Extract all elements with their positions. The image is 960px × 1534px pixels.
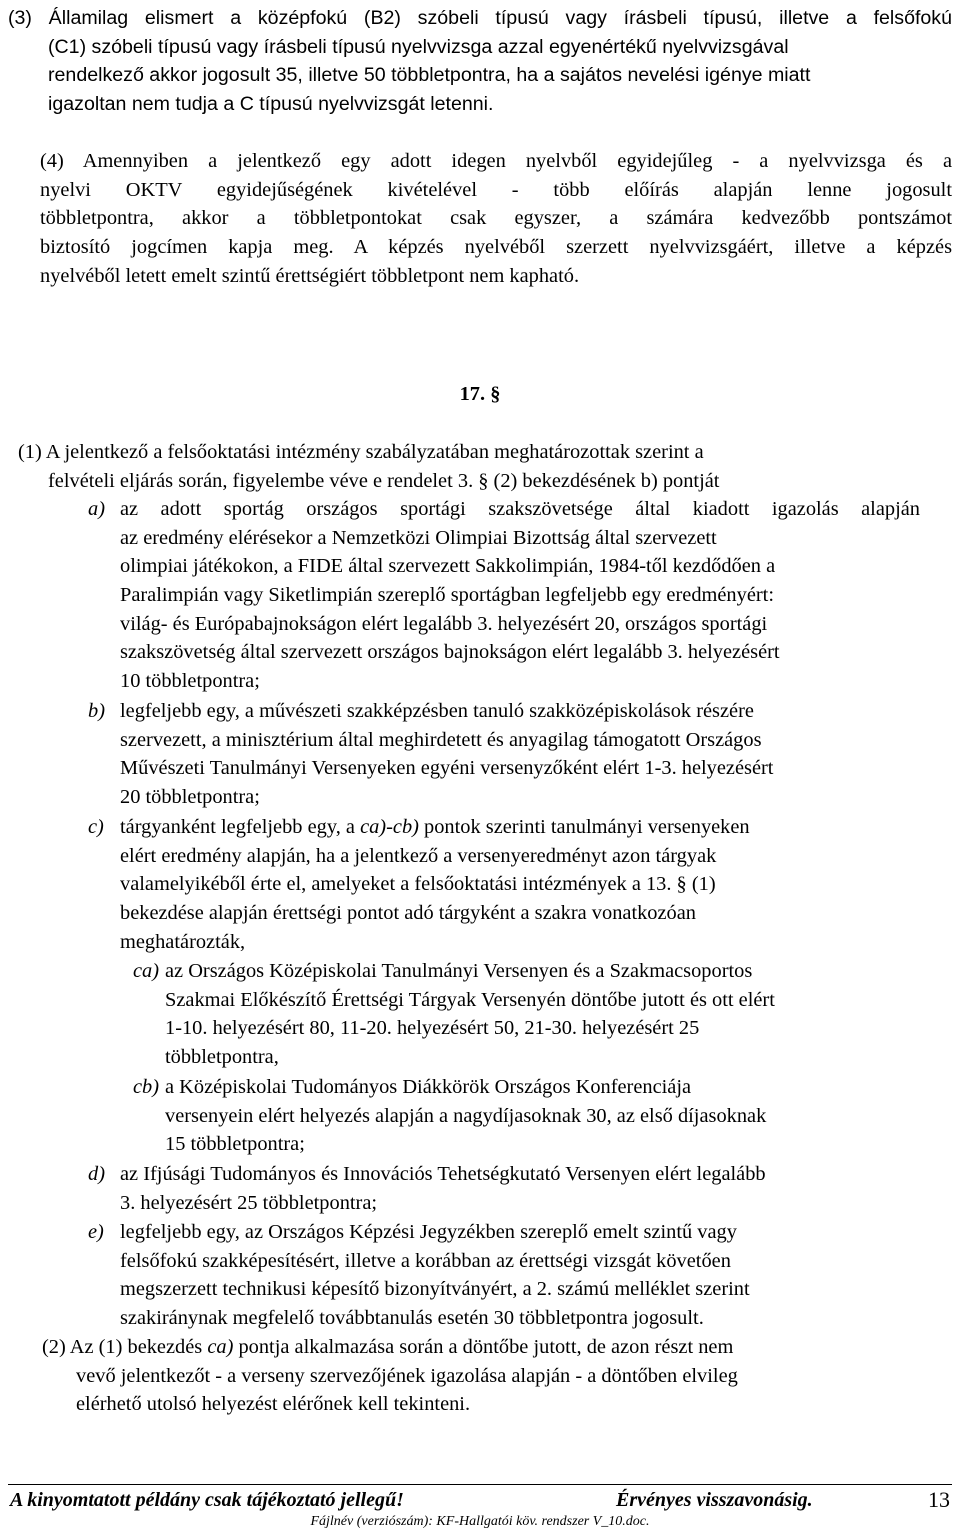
list-marker: e) (88, 1221, 104, 1243)
list-marker: ca) (133, 960, 160, 982)
footer-validity: Érvényes visszavonásig. (616, 1489, 813, 1511)
paragraph-4-line: nyelvéből letett emelt szintű érettségiért többletpont nem kapható. (40, 264, 580, 287)
list-marker: c) (88, 816, 104, 838)
list-item-line: versenyein elért helyezés alapján a nagydíjasoknak 30, az első díjasoknak (165, 1104, 767, 1127)
list-item-line: szakszövetség által szervezett országos bajnokságon elért legalább 3. helyezésért (120, 641, 780, 664)
paragraph-3-line: igazoltan nem tudja a C típusú nyelvvizsgát letenni. (48, 93, 494, 116)
subsection-1-line: (1) A jelentkező a felsőoktatási intézmény szabályzatában meghatározottak szerint a (18, 441, 704, 463)
paragraph-4-line: többletpontra, akkor a többletpontokat csak egyszer, a számára kedvezőbb pontszámot (40, 207, 952, 230)
list-item-line: 20 többletpontra; (120, 786, 260, 809)
list-item-line: bekezdése alapján érettségi pontot adó tárgyként a szakra vonatkozóan (120, 902, 696, 925)
list-item-line: szervezett, a minisztérium által meghirdetett és anyagilag támogatott Országos (120, 728, 762, 751)
list-item-line: olimpiai játékokon, a FIDE által szervezett Sakkolimpián, 1984-től kezdődően a (120, 555, 776, 578)
subsection-1-line: felvételi eljárás során, figyelembe véve e rendelet 3. § (2) bekezdésének b) pontját (48, 469, 720, 492)
list-item-line: Paralimpián vagy Siketlimpián szereplő sportágban legfeljebb egy eredményért: (120, 584, 774, 607)
paragraph-3-line: (3) Államilag elismert a középfokú (B2) szóbeli típusú vagy írásbeli típusú, illetve a felsőfokú (8, 7, 952, 29)
list-item-line: Szakmai Előkészítő Érettségi Tárgyak Versenyén döntőbe jutott és ott elért (165, 988, 775, 1011)
list-marker: d) (88, 1163, 105, 1185)
list-item-line: legfeljebb egy, az Országos Képzési Jegyzékben szereplő emelt szintű vagy (120, 1221, 737, 1243)
subsection-2 (42, 1333, 922, 1419)
paragraph-4 (40, 147, 952, 290)
list-item-line: az Ifjúsági Tudományos és Innovációs Tehetségkutató Versenyen elért legalább (120, 1163, 766, 1185)
list-item-line: 15 többletpontra; (165, 1133, 305, 1156)
list-marker: b) (88, 700, 105, 722)
list-item-line: elért eredmény alapján, ha a jelentkező a versenyeredményt azon tárgyak (120, 844, 717, 867)
paragraph-3-line: (C1) szóbeli típusú vagy írásbeli típusú nyelvvizsga azzal egyenértékű nyelvvizsgával (48, 35, 789, 58)
list-item-line: a Középiskolai Tudományos Diákkörök Országos Konferenciája (165, 1076, 692, 1098)
list-item-line: 3. helyezésért 25 többletpontra; (120, 1191, 378, 1214)
list-item-line: megszerzett technikusi képesítő bizonyítványért, a 2. számú melléklet szerint (120, 1278, 750, 1301)
list-item-line: az adott sportág országos sportági szakszövetsége által kiadott igazolás alapján (120, 498, 920, 520)
footer-filename: Fájlnév (verziószám): KF-Hallgatói köv. rendszer V_10.doc. (310, 1514, 650, 1529)
list-item-line: 10 többletpontra; (120, 670, 260, 693)
list-item-line: legfeljebb egy, a művészeti szakképzésben tanuló szakközépiskolások részére (120, 700, 754, 722)
list-item-line: Művészeti Tanulmányi Versenyeken egyéni versenyzőként elért 1-3. helyezésért (120, 757, 774, 780)
list-item-line: világ- és Európabajnokságon elért legalább 3. helyezésért 20, országos sportági (120, 612, 768, 635)
subsection-2-line: (2) Az (1) bekezdés ca) pontja alkalmazása során a döntőbe jutott, de azon részt nem (42, 1336, 734, 1358)
paragraph-4-line: biztosító jogcímen kapja meg. A képzés nyelvéből szerzett nyelvvizsgáért, illetve a képzés (40, 236, 952, 259)
list-item-line: valamelyikéből érte el, amelyeket a felsőoktatási intézmények a 13. § (1) (120, 873, 716, 896)
paragraph-3 (8, 4, 952, 119)
footer-disclaimer: A kinyomtatott példány csak tájékoztató jellegű! (10, 1489, 404, 1511)
list-item-line: szakiránynak megfelelő továbbtanulás esetén 30 többletpontra jogosult. (120, 1307, 704, 1330)
list-item-line: meghatározták, (120, 930, 246, 953)
paragraph-4-line: nyelvi OKTV egyidejűségének kivételével - több előírás alapján lenne jogosult (40, 178, 952, 201)
list-item-line: többletpontra, (165, 1046, 279, 1069)
list-item-line: az Országos Középiskolai Tanulmányi Versenyen és a Szakmacsoportos (165, 960, 753, 982)
subsection-2-line: vevő jelentkezőt - a verseny szervezőjének igazolása alapján - a döntőben elvileg (76, 1364, 738, 1387)
subsection-2-line: elérhető utolsó helyezést elérőnek kell tekinteni. (76, 1393, 471, 1416)
page-number: 13 (928, 1487, 950, 1512)
section-heading: 17. § (459, 383, 501, 405)
footer-divider (8, 1484, 952, 1485)
list-item-line: az eredmény elérésekor a Nemzetközi Olimpiai Bizottság által szervezett (120, 526, 717, 549)
list-item-line: 1-10. helyezésért 80, 11-20. helyezésért 50, 21-30. helyezésért 25 (165, 1017, 700, 1040)
subsection-1-intro (18, 438, 938, 495)
list-item-line: felsőfokú szakképesítésért, illetve a korábban az érettségi vizsgát követően (120, 1249, 731, 1272)
list-marker: a) (88, 498, 105, 520)
paragraph-4-line: (4) Amennyiben a jelentkező egy adott idegen nyelvből egyidejűleg - a nyelvvizsga és a (40, 150, 952, 172)
list-marker: cb) (133, 1076, 160, 1098)
list-item-line: tárgyanként legfeljebb egy, a ca)-cb) pontok szerinti tanulmányi versenyeken (120, 816, 750, 838)
paragraph-3-line: rendelkező akkor jogosult 35, illetve 50 többletpontra, ha a sajátos nevelési igénye miatt (48, 64, 811, 87)
